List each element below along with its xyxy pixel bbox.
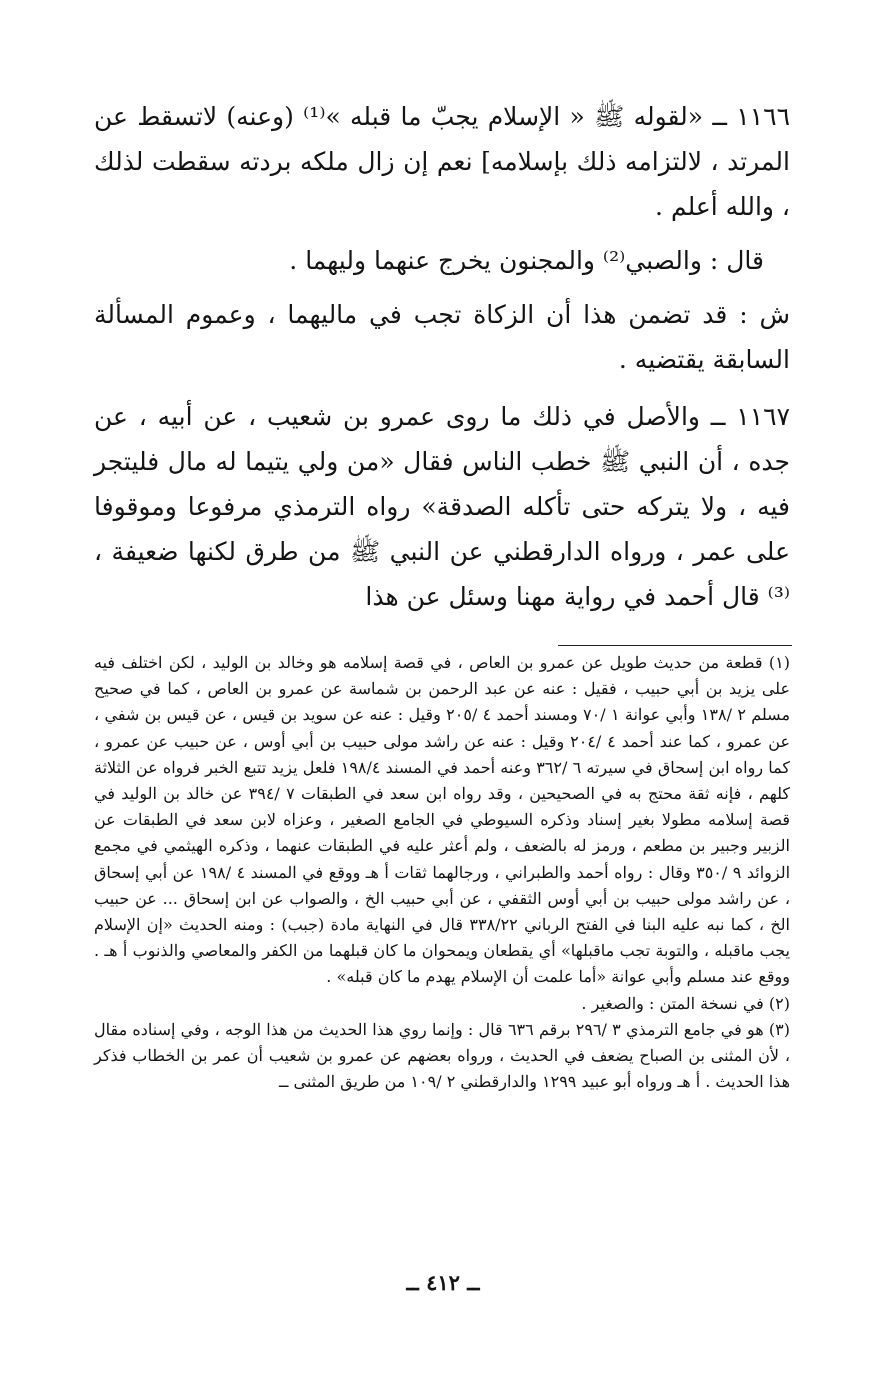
footnote-1: (١) قطعة من حديث طويل عن عمرو بن العاص ، في قصة إسلامه هو وخالد بن الوليد ، لكن اختلف فيه على يزيد بن أبي حبيب ، فقيل : عنه عن عبد الرحمن بن شماسة عن عمرو بن العاص ، كما في صحيح مسلم ٢ /١٣٨ وأبي عوانة ١ /٧٠ ومسند أحمد ٤ /٢٠٥ وقيل : عنه عن سويد بن قيس ، عن قيس بن شفي ، عن عمرو ، كما عند أحمد ٤ /٢٠٤ وقيل : عنه عن راشد مولى حبيب بن أبي أوس ، عن حبيب عن عمرو ، كما رواه ابن إسحاق في سيرته ٦ /٣٦٢ وعنه أحمد في المسند ١٩٨/٤ فلعل يزيد تتبع الخبر فرواه عن الثلاثة كلهم ، فإنه ثقة محتج به في الصحيحين ، وقد رواه ابن سعد في الطبقات ٧ /٣٩٤ عن خالد بن الوليد في قصة إسلامه مطولا بغير إسناد وذكره السيوطي في الجامع الصغير ، وعزاه لابن سعد في الطبقات عن الزبير وجبير بن مطعم ، ورمز له بالضعف ، ولم أعثر عليه في الطبقات عنهما ، وذكره الهيثمي في مجمع الزوائد ٩ /٣٥٠ وقال : رواه أحمد والطبراني ، ورجالهما ثقات أ هـ ووقع في المسند ٤ /١٩٨ عن أبي إسحاق ، عن راشد مولى حبيب بن أبي أوس الثقفي ، عن أبي حبيب الخ ، والصواب عن ابن إسحاق ... عن حبيب الخ ، كما نبه عليه البنا في الفتح الرباني ٣٣٨/٢٢ قال في النهاية مادة (جبب) : ومنه الحديث «إن الإسلام يجب ماقبله ، والتوبة تجب ماقبلها» أي يقطعان ويمحوان ما كان قبلهما من الكفر والمعاصي والذنوب أ هـ . ووقع عند مسلم وأبي عوانة «أما علمت أن الإسلام يهدم ما كان قبله» . [94, 653, 791, 987]
footnote-2: (٢) في نسخة المتن : والصغير . [581, 993, 790, 1013]
paragraph-1167: ١١٦٧ ــ والأصل في ذلك ما روى عمرو بن شعيب ، عن أبيه ، عن جده ، أن النبي ﷺ خطب الناس فقال «من ولي يتيما له مال فليتجر فيه ، ولا يتركه حتى تأكله الصدقة» رواه الترمذي مرفوعا وموقوفا على عمر ، ورواه الدارقطني عن النبي ﷺ من طرق لكنها ضعيفة ،⁽³⁾ قال أحمد في رواية مهنا وسئل عن هذا [94, 402, 790, 611]
main-text [94, 94, 790, 619]
paragraph-matn-statement: قال : والصبي⁽²⁾ والمجنون يخرج عنهما وليهما . [289, 246, 764, 275]
page-number: ــ ٤١٢ ــ [406, 1270, 480, 1295]
footnotes [94, 650, 790, 1095]
footnote-divider [558, 645, 792, 646]
footnote-3: (٣) هو في جامع الترمذي ٣ /٢٩٦ برقم ٦٣٦ قال : وإنما روي هذا الحديث من هذا الوجه ، وفي إسناده مقال ، لأن المثنى بن الصباح يضعف في الحديث ، ورواه بعضهم عن عمرو بن شعيب أن عمر بن الخطاب فذكر هذا الحديث . أ هـ ورواه أبو عبيد ١٢٩٩ والدارقطني ٢ /١٠٩ من طريق المثنى ــ [94, 1019, 791, 1092]
paragraph-1166: ١١٦٦ ــ «لقوله ﷺ « الإسلام يجبّ ما قبله »⁽¹⁾ (وعنه) لاتسقط عن المرتد ، لالتزامه ذلك بإسلامه] نعم إن زال ملكه بردته سقطت لذلك ، والله أعلم . [94, 102, 790, 221]
paragraph-commentary: ش : قد تضمن هذا أن الزكاة تجب في ماليهما ، وعموم المسألة السابقة يقتضيه . [94, 300, 790, 374]
